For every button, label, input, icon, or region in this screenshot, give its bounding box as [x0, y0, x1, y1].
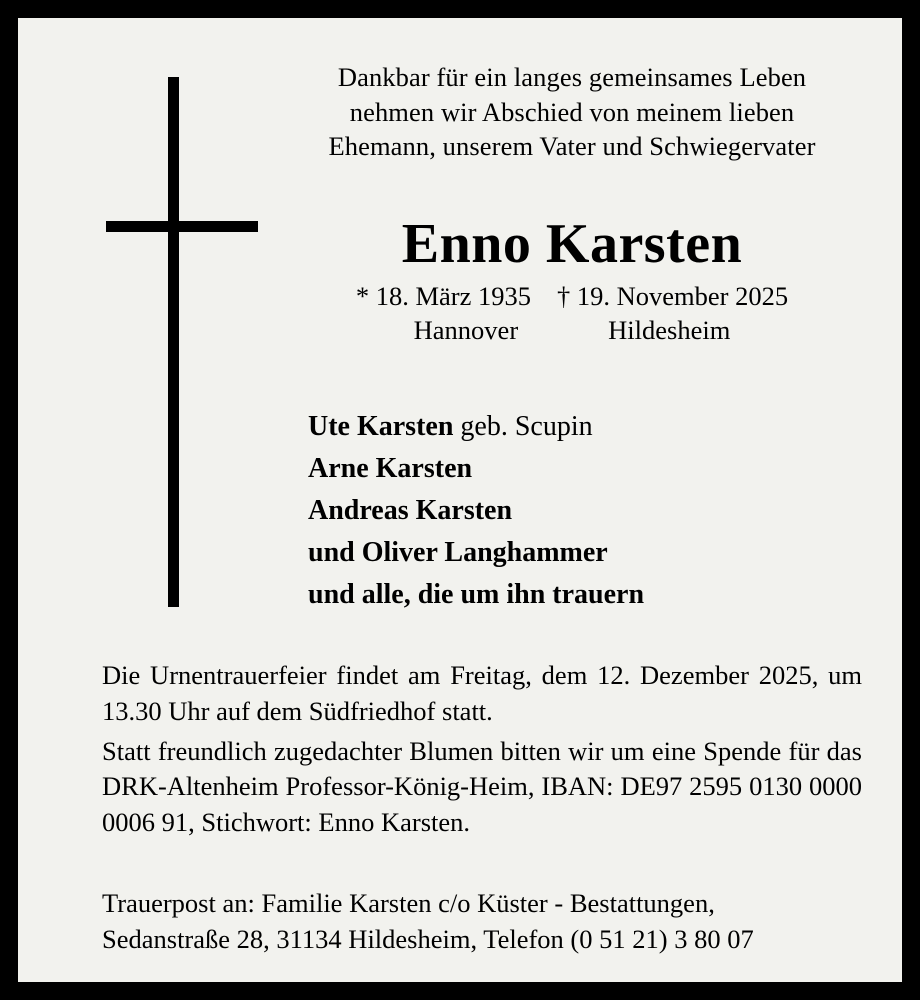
list-item [308, 532, 868, 574]
life-dates [282, 280, 862, 313]
list-item [308, 448, 868, 490]
intro-line-2: nehmen wir Abschied von meinem lieben [349, 96, 795, 127]
survivor-suffix: geb. Scupin [453, 411, 593, 442]
intro-line-3: Ehemann, unserem Vater und Schwiegervater [328, 131, 816, 162]
survivor-name: Arne Karsten [308, 453, 473, 484]
death-date: † 19. November 2025 [557, 281, 789, 312]
ceremony-text: Die Urnentrauerfeier findet am Freitag, dem 12. Dezember 2025, um 13.30 Uhr auf dem Südfriedhof statt. [102, 660, 862, 726]
cross-vertical-bar [168, 77, 179, 607]
survivors-list [308, 406, 868, 616]
list-item [308, 574, 868, 616]
death-place: Hildesheim [608, 314, 731, 345]
intro-line-1: Dankbar für ein langes gemeinsames Leben [337, 62, 807, 92]
survivor-name: und alle, die um ihn trauern [308, 579, 645, 610]
intro-text [282, 60, 862, 164]
birth-date: * 18. März 1935 [355, 281, 532, 312]
cross-horizontal-bar [106, 221, 258, 232]
list-item [308, 490, 868, 532]
latin-cross-icon [92, 60, 282, 620]
deceased-name: Enno Karsten [401, 213, 743, 275]
contact-details [102, 886, 872, 958]
deceased-block [282, 214, 862, 347]
contact-line-2: Sedanstraße 28, 31134 Hildesheim, Telefon (0 51 21) 3 80 07 [102, 923, 754, 954]
birth-place: Hannover [413, 314, 519, 345]
survivor-name: Andreas Karsten [308, 495, 513, 526]
donation-text: Statt freundlich zugedachter Blumen bitten wir um eine Spende für das DRK-Altenheim Professor-König-Heim, IBAN: DE97 2595 0130 0000 0006 91, Stichwort: Enno Karsten. [102, 735, 862, 838]
list-item [308, 406, 868, 448]
life-places [282, 314, 862, 347]
contact-line-1: Trauerpost an: Familie Karsten c/o Küster - Bestattungen, [102, 888, 715, 918]
survivor-name: und Oliver Langhammer [308, 537, 608, 568]
survivor-name: Ute Karsten [308, 411, 454, 442]
ceremony-details [102, 658, 862, 841]
obituary-notice [18, 18, 902, 982]
